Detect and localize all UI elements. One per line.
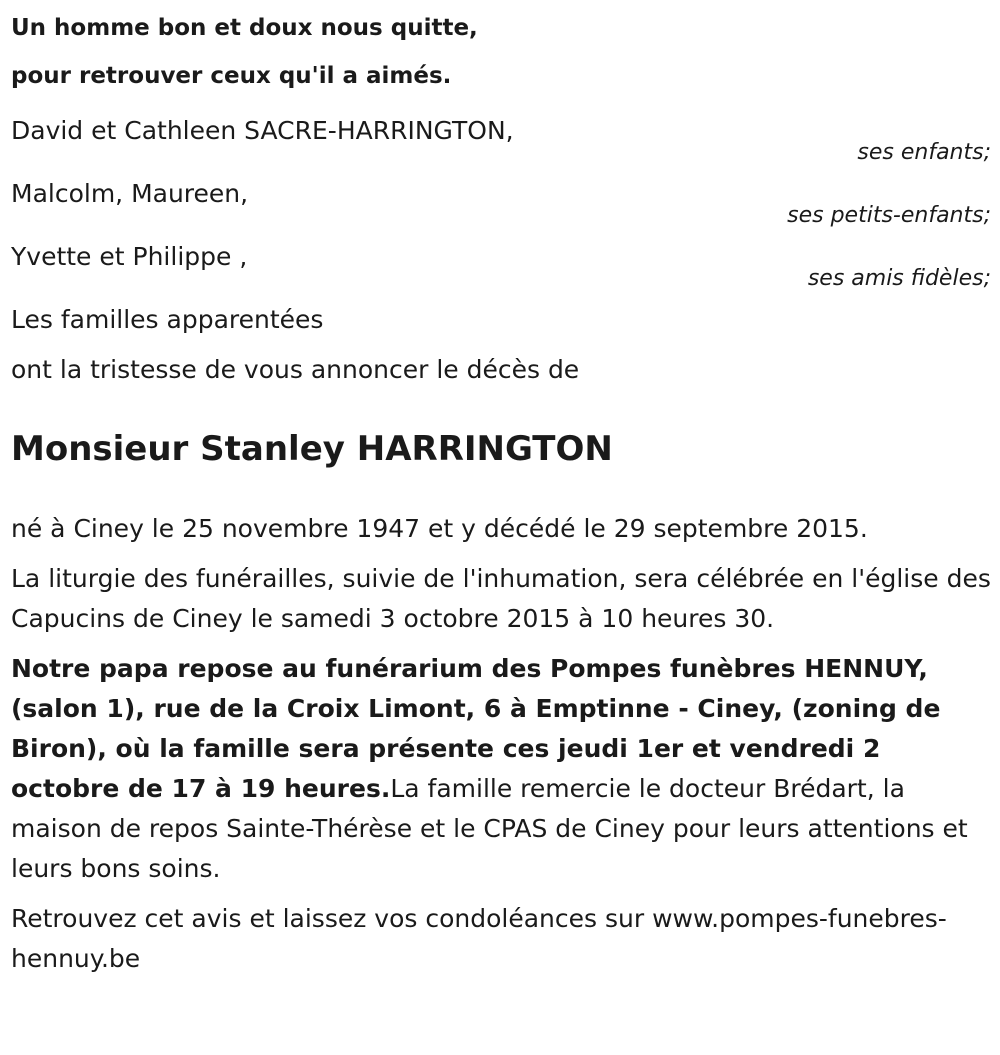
family-row [11, 177, 991, 240]
family-name: David et Cathleen SACRE-HARRINGTON, [11, 116, 514, 145]
intro-line-2: pour retrouver ceux qu'il a aimés. [11, 63, 452, 89]
family-name: Les familles apparentées [11, 305, 324, 334]
thanks-text: La famille remercie le docteur Brédart, la maison de repos Sainte-Thérèse et le CPAS de Ciney pour leurs attentions et leurs bons soins. [11, 774, 968, 883]
intro-line-1: Un homme bon et doux nous quitte, [11, 15, 478, 41]
obituary-notice [11, 0, 991, 979]
family-row [11, 303, 991, 337]
family-role: ses petits-enfants; [787, 203, 991, 228]
birth-death-text: né à Ciney le 25 novembre 1947 et y décédé le 29 septembre 2015. [11, 514, 868, 543]
family-role: ses amis fidèles; [807, 266, 991, 291]
intro-quote [11, 4, 991, 100]
condolences-text: Retrouvez cet avis et laissez vos condoléances sur www.pompes-funebres-hennuy.be [11, 904, 947, 973]
liturgy-text: La liturgie des funérailles, suivie de l'inhumation, sera célébrée en l'église des Capucins de Ciney le samedi 3 octobre 2015 à 10 heures 30. [11, 564, 991, 633]
family-row [11, 240, 991, 303]
family-role: ses enfants; [857, 140, 991, 165]
family-name: Yvette et Philippe , [11, 242, 248, 271]
visitation-paragraph [11, 649, 991, 889]
announcement-text: ont la tristesse de vous annoncer le décès de [11, 355, 580, 384]
family-row [11, 114, 991, 177]
family-name: Malcolm, Maureen, [11, 179, 249, 208]
family-list [11, 114, 991, 337]
deceased-name: Monsieur Stanley HARRINGTON [11, 429, 613, 469]
visitation-text: Notre papa repose au funérarium des Pompes funèbres HENNUY, (salon 1), rue de la Croix Limont, 6 à Emptinne - Ciney, (zoning de Biron), où la famille sera présente ces jeudi 1er et vendredi 2 octobre de 17 à 19 heures. [11, 654, 941, 803]
